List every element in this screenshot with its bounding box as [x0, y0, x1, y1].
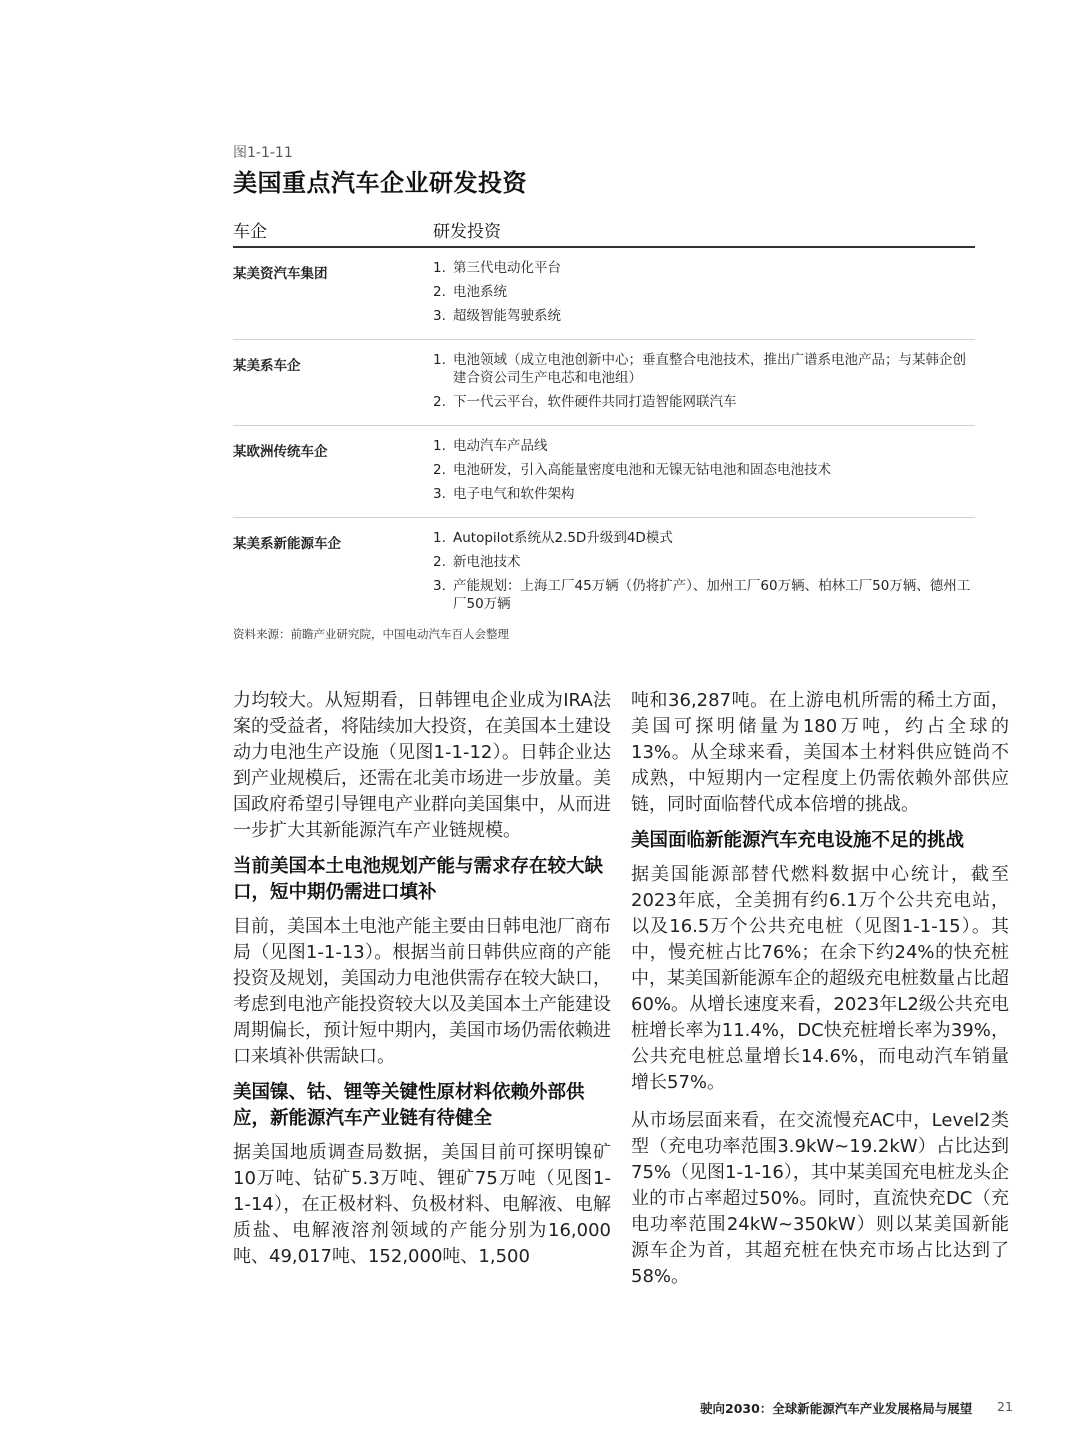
list-item: 3. 产能规划：上海工厂45万辆（仍将扩产）、加州工厂60万辆、柏林工厂50万辆、德州工厂50万辆: [433, 578, 971, 612]
investment-list: [433, 426, 975, 517]
header-investment: 研发投资: [433, 221, 501, 242]
section-heading: 美国镍、钴、锂等关键性原材料依赖外部供应，新能源汽车产业链有待健全: [233, 1082, 585, 1129]
company-name: 某美系新能源车企: [233, 536, 341, 552]
page-number: 21: [997, 1399, 1013, 1414]
left-column: [233, 688, 611, 1270]
figure-label: 图1-1-11: [233, 145, 293, 161]
list-item: 2. 电池系统: [433, 284, 507, 300]
paragraph: 据美国能源部替代燃料数据中心统计，截至2023年底，全美拥有约6.1万个公共充电站，以及16.5万个公共充电桩（见图1-1-15）。其中，慢充桩占比76%；在余下约24%的快充桩中，某美国新能源车企的超级充电桩数量占比超60%。从增长速度来看，2023年L2级公共充电桩增长率为11.4%，DC快充桩增长率为39%，公共充电桩总量增长14.6%，而电动汽车销量增长57%。: [631, 864, 1009, 1093]
paragraph: 力均较大。从短期看，日韩锂电企业成为IRA法案的受益者，将陆续加大投资，在美国本土建设动力电池生产设施（见图1-1-12）。日韩企业达到产业规模后，还需在北美市场进一步放量。美国政府希望引导锂电产业群向美国集中，从而进一步扩大其新能源汽车产业链规模。: [233, 690, 611, 841]
section-heading: 美国面临新能源汽车充电设施不足的挑战: [631, 830, 965, 851]
table-row: [233, 426, 975, 518]
right-column: [631, 688, 1009, 1290]
list-item: 2. 新电池技术: [433, 554, 521, 570]
paragraph: 吨和36,287吨。在上游电机所需的稀土方面，美国可探明储量为180万吨，约占全球的13%。从全球来看，美国本土材料供应链尚不成熟，中短期内一定程度上仍需依赖外部供应链，同时面临替代成本倍增的挑战。: [631, 690, 1009, 815]
figure-title: 美国重点汽车企业研发投资: [233, 169, 527, 197]
company-name: 某欧洲传统车企: [233, 444, 328, 460]
list-item: 3. 超级智能驾驶系统: [433, 308, 561, 324]
list-item: 1. 第三代电动化平台: [433, 260, 561, 276]
header-company: 车企: [233, 221, 267, 242]
list-item: 2. 下一代云平台，软件硬件共同打造智能网联汽车: [433, 394, 737, 410]
company-name: 某美系车企: [233, 358, 301, 374]
list-item: 1. 电池领域（成立电池创新中心；垂直整合电池技术，推出广谱系电池产品；与某韩企创建合资公司生产电芯和电池组）: [433, 352, 966, 386]
investment-list: [433, 248, 975, 339]
list-item: 2. 电池研发，引入高能量密度电池和无镍无钴电池和固态电池技术: [433, 462, 831, 478]
company-name: 某美资汽车集团: [233, 266, 328, 282]
paragraph: 据美国地质调查局数据，美国目前可探明镍矿10万吨、钴矿5.3万吨、锂矿75万吨（见图1-1-14），在正极材料、负极材料、电解液、电解质盐、电解液溶剂领域的产能分别为16,000吨、49,017吨、152,000吨、1,500: [233, 1142, 611, 1267]
list-item: 3. 电子电气和软件架构: [433, 486, 575, 502]
paragraph: 目前，美国本土电池产能主要由日韩电池厂商布局（见图1-1-13）。根据当前日韩供应商的产能投资及规划，美国动力电池供需存在较大缺口，考虑到电池产能投资较大以及美国本土产能建设周期偏长，预计短中期内，美国市场仍需依赖进口来填补供需缺口。: [233, 916, 611, 1067]
paragraph: 从市场层面来看，在交流慢充AC中，Level2类型（充电功率范围3.9kW~19.2kW）占比达到75%（见图1-1-16），其中某美国充电桩龙头企业的市占率超过50%。同时，直流快充DC（充电功率范围24kW~350kW）则以某美国新能源车企为首，其超充桩在快充市场占比达到了58%。: [631, 1110, 1009, 1287]
table-row: [233, 340, 975, 426]
section-heading: 当前美国本土电池规划产能与需求存在较大缺口，短中期仍需进口填补: [233, 856, 604, 903]
footer-title: 驶向2030：全球新能源汽车产业发展格局与展望: [700, 1401, 973, 1416]
rd-investment-table: [233, 212, 975, 627]
investment-list: [433, 340, 975, 425]
list-item: 1. Autopilot系统从2.5D升级到4D模式: [433, 530, 673, 546]
investment-list: [433, 518, 975, 627]
list-item: 1. 电动汽车产品线: [433, 438, 548, 454]
table-row: [233, 518, 975, 627]
table-header: [233, 212, 975, 248]
table-row: [233, 248, 975, 340]
source-note: 资料来源：前瞻产业研究院，中国电动汽车百人会整理: [233, 627, 509, 641]
